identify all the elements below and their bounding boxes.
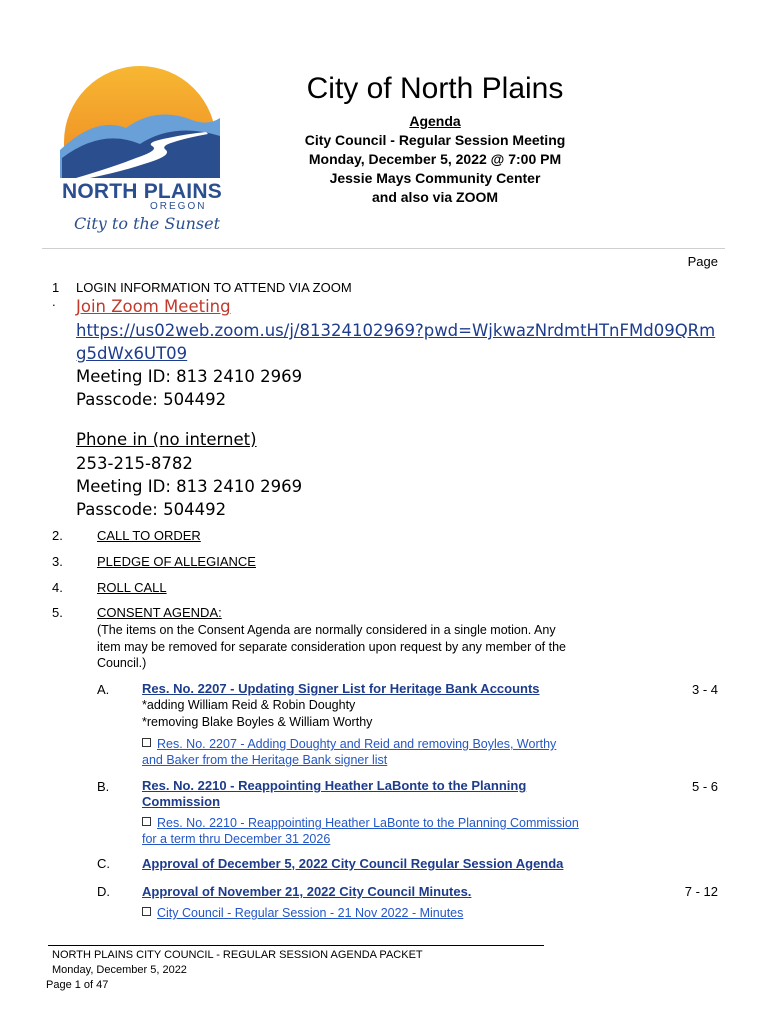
sub-item-letter: D.: [97, 884, 110, 899]
page-title: City of North Plains: [306, 72, 564, 105]
header-divider: [42, 248, 725, 249]
res-2210-link[interactable]: Res. No. 2210 - Reappointing Heather LaBonte to the Planning Commission: [142, 778, 527, 809]
attachment-icon: [142, 738, 151, 747]
item-roll-call[interactable]: ROLL CALL: [97, 580, 167, 595]
item-number: 4.: [52, 580, 63, 595]
passcode: Passcode: 504492: [76, 390, 227, 409]
res-2207-link[interactable]: Res. No. 2207 - Updating Signer List for Heritage Bank Accounts: [142, 681, 540, 696]
item-consent-agenda[interactable]: CONSENT AGENDA:: [97, 605, 222, 620]
logo-state: OREGON: [150, 201, 207, 212]
item-call-to-order[interactable]: CALL TO ORDER: [97, 528, 201, 543]
join-zoom-link[interactable]: Join Zoom Meeting: [76, 297, 231, 316]
meeting-datetime: Monday, December 5, 2022 @ 7:00 PM: [308, 151, 562, 167]
page-column-label: Page: [687, 254, 718, 269]
page-range: 3 - 4: [691, 682, 718, 697]
agenda-approval-link[interactable]: Approval of December 5, 2022 City Council Regular Session Agenda: [142, 856, 564, 871]
consent-description: (The items on the Consent Agenda are normally considered in a single motion. Any item may be removed for separate consideration upon request by any member of the Council.): [97, 623, 567, 670]
footer-page-number: Page 1 of 47: [46, 979, 109, 991]
page-range: 7 - 12: [684, 884, 718, 899]
phone-passcode: Passcode: 504492: [76, 500, 227, 519]
page-range: 5 - 6: [691, 779, 718, 794]
res-2210-attachment-link[interactable]: Res. No. 2210 - Reappointing Heather LaBonte to the Planning Commission for a term thru December 31 2026: [142, 816, 579, 846]
minutes-approval-link[interactable]: Approval of November 21, 2022 City Council Minutes.: [142, 884, 472, 899]
footer-divider: [48, 945, 544, 946]
agenda-heading: Agenda: [409, 113, 461, 129]
phone-number: 253-215-8782: [76, 454, 193, 473]
zoom-url-link[interactable]: https://us02web.zoom.us/j/81324102969?pwd=WjkwazNrdmtHTnFMd09QRm: [76, 321, 716, 340]
note-adding: *adding William Reid & Robin Doughty: [142, 698, 356, 712]
sun-mountain-icon: [56, 54, 224, 184]
attachment-icon: [142, 907, 151, 916]
phone-heading: Phone in (no internet): [76, 430, 257, 449]
meeting-type: City Council - Regular Session Meeting: [304, 132, 566, 148]
item-pledge[interactable]: PLEDGE OF ALLEGIANCE: [97, 554, 256, 569]
footer-date: Monday, December 5, 2022: [52, 964, 187, 976]
item-number: 1: [52, 280, 60, 295]
item-number: 2.: [52, 528, 63, 543]
logo-name: NORTH PLAINS: [62, 180, 222, 203]
item-number: 3.: [52, 554, 63, 569]
sub-item-letter: A.: [97, 682, 110, 697]
phone-meeting-id: Meeting ID: 813 2410 2969: [76, 477, 303, 496]
city-logo: [56, 54, 224, 240]
item-label: LOGIN INFORMATION TO ATTEND VIA ZOOM: [76, 280, 352, 295]
zoom-url-link-cont[interactable]: g5dWx6UT09: [76, 344, 188, 363]
footer-packet-title: NORTH PLAINS CITY COUNCIL - REGULAR SESSION AGENDA PACKET: [52, 949, 423, 961]
zoom-note: and also via ZOOM: [371, 189, 499, 205]
meeting-location: Jessie Mays Community Center: [329, 170, 541, 186]
note-removing: *removing Blake Boyles & William Worthy: [142, 715, 373, 729]
logo-tagline: City to the Sunset: [74, 214, 221, 233]
attachment-icon: [142, 817, 151, 826]
res-2207-attachment-link[interactable]: Res. No. 2207 - Adding Doughty and Reid and removing Boyles, Worthy and Baker from the Heritage Bank signer list: [142, 737, 557, 767]
meeting-id: Meeting ID: 813 2410 2969: [76, 367, 303, 386]
sub-item-letter: B.: [97, 779, 110, 794]
item-number-dot: .: [52, 294, 56, 309]
sub-item-letter: C.: [97, 856, 110, 871]
minutes-attachment-link[interactable]: City Council - Regular Session - 21 Nov 2022 - Minutes: [142, 905, 463, 921]
item-number: 5.: [52, 605, 63, 620]
